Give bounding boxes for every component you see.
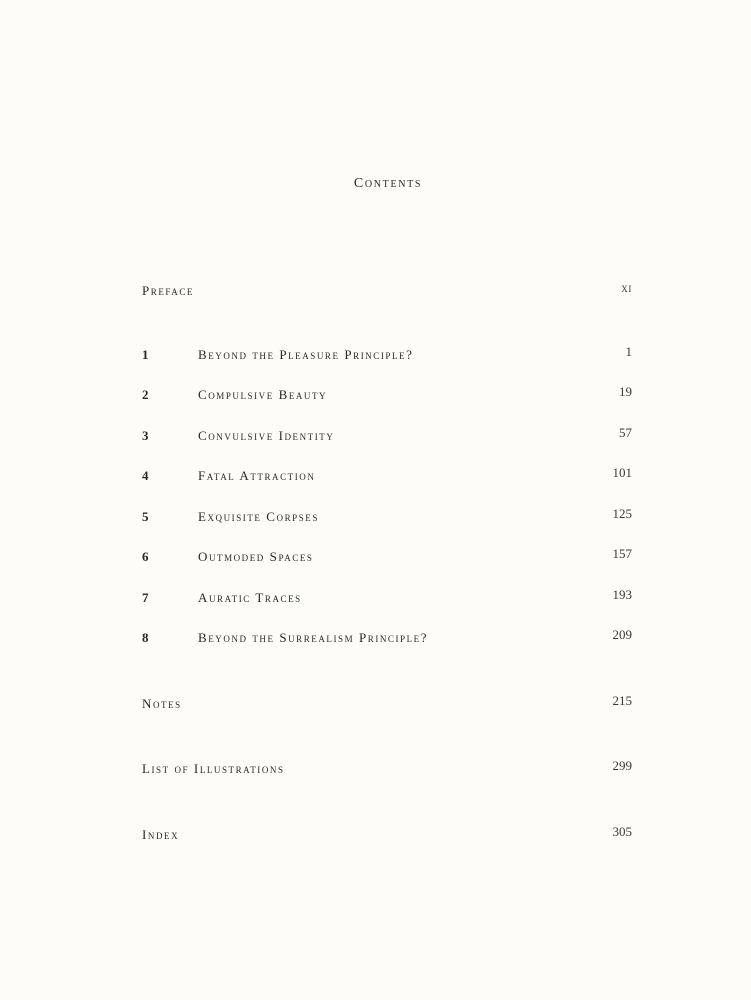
toc-entry-chapter[interactable] xyxy=(142,344,632,369)
toc-entry-index[interactable] xyxy=(142,824,632,849)
toc-entry-page: 157 xyxy=(612,546,632,561)
toc-entry-label: Convulsive Identity xyxy=(198,428,335,443)
toc-entry-page: 1 xyxy=(625,344,632,359)
toc-entry-label: Beyond the Pleasure Principle? xyxy=(198,347,414,362)
toc-entry-label: Outmoded Spaces xyxy=(198,549,314,564)
toc-entry-label: Exquisite Corpses xyxy=(198,509,319,524)
toc-entry-page: 193 xyxy=(612,587,632,602)
toc-entry-page: 209 xyxy=(612,627,632,642)
chapter-number: 1 xyxy=(142,347,149,362)
toc-entry-chapter[interactable] xyxy=(142,425,632,450)
toc-entry-chapter[interactable] xyxy=(142,384,632,409)
toc-entry-page: 299 xyxy=(612,758,632,773)
chapter-number: 8 xyxy=(142,630,149,645)
toc-entry-chapter[interactable] xyxy=(142,465,632,490)
toc-entry-list-of-illustrations[interactable] xyxy=(142,758,632,783)
toc-entry-page: 125 xyxy=(612,506,632,521)
toc-entry-page: 101 xyxy=(612,465,632,480)
toc-entry-label: Fatal Attraction xyxy=(198,468,316,483)
toc-entry-label: Beyond the Surrealism Principle? xyxy=(198,630,429,645)
toc-entry-chapter[interactable] xyxy=(142,546,632,571)
toc-entry-chapter[interactable] xyxy=(142,506,632,531)
toc-entry-page: 57 xyxy=(619,425,632,440)
toc-entry-page: 19 xyxy=(619,384,632,399)
toc-entry-label: Index xyxy=(142,827,180,842)
toc-entry-page: 305 xyxy=(612,824,632,839)
chapter-number: 2 xyxy=(142,387,149,402)
page-title: Contents xyxy=(353,176,423,191)
toc-entry-label: Compulsive Beauty xyxy=(198,387,328,402)
chapter-number: 4 xyxy=(142,468,149,483)
toc-entry-chapter[interactable] xyxy=(142,627,632,652)
chapter-number: 7 xyxy=(142,590,149,605)
toc-entry-page: xi xyxy=(621,280,632,295)
chapter-number: 3 xyxy=(142,428,149,443)
toc-entry-chapter[interactable] xyxy=(142,587,632,612)
toc-entry-label: Notes xyxy=(142,696,182,711)
toc-entry-label: Preface xyxy=(142,283,194,298)
toc-entry-notes[interactable] xyxy=(142,693,632,718)
toc-entry-label: Auratic Traces xyxy=(198,590,302,605)
toc-entry-label: List of Illustrations xyxy=(142,761,285,776)
toc-entry-page: 215 xyxy=(612,693,632,708)
chapter-number: 6 xyxy=(142,549,149,564)
toc-entry-preface[interactable] xyxy=(142,280,632,305)
chapter-number: 5 xyxy=(142,509,149,524)
